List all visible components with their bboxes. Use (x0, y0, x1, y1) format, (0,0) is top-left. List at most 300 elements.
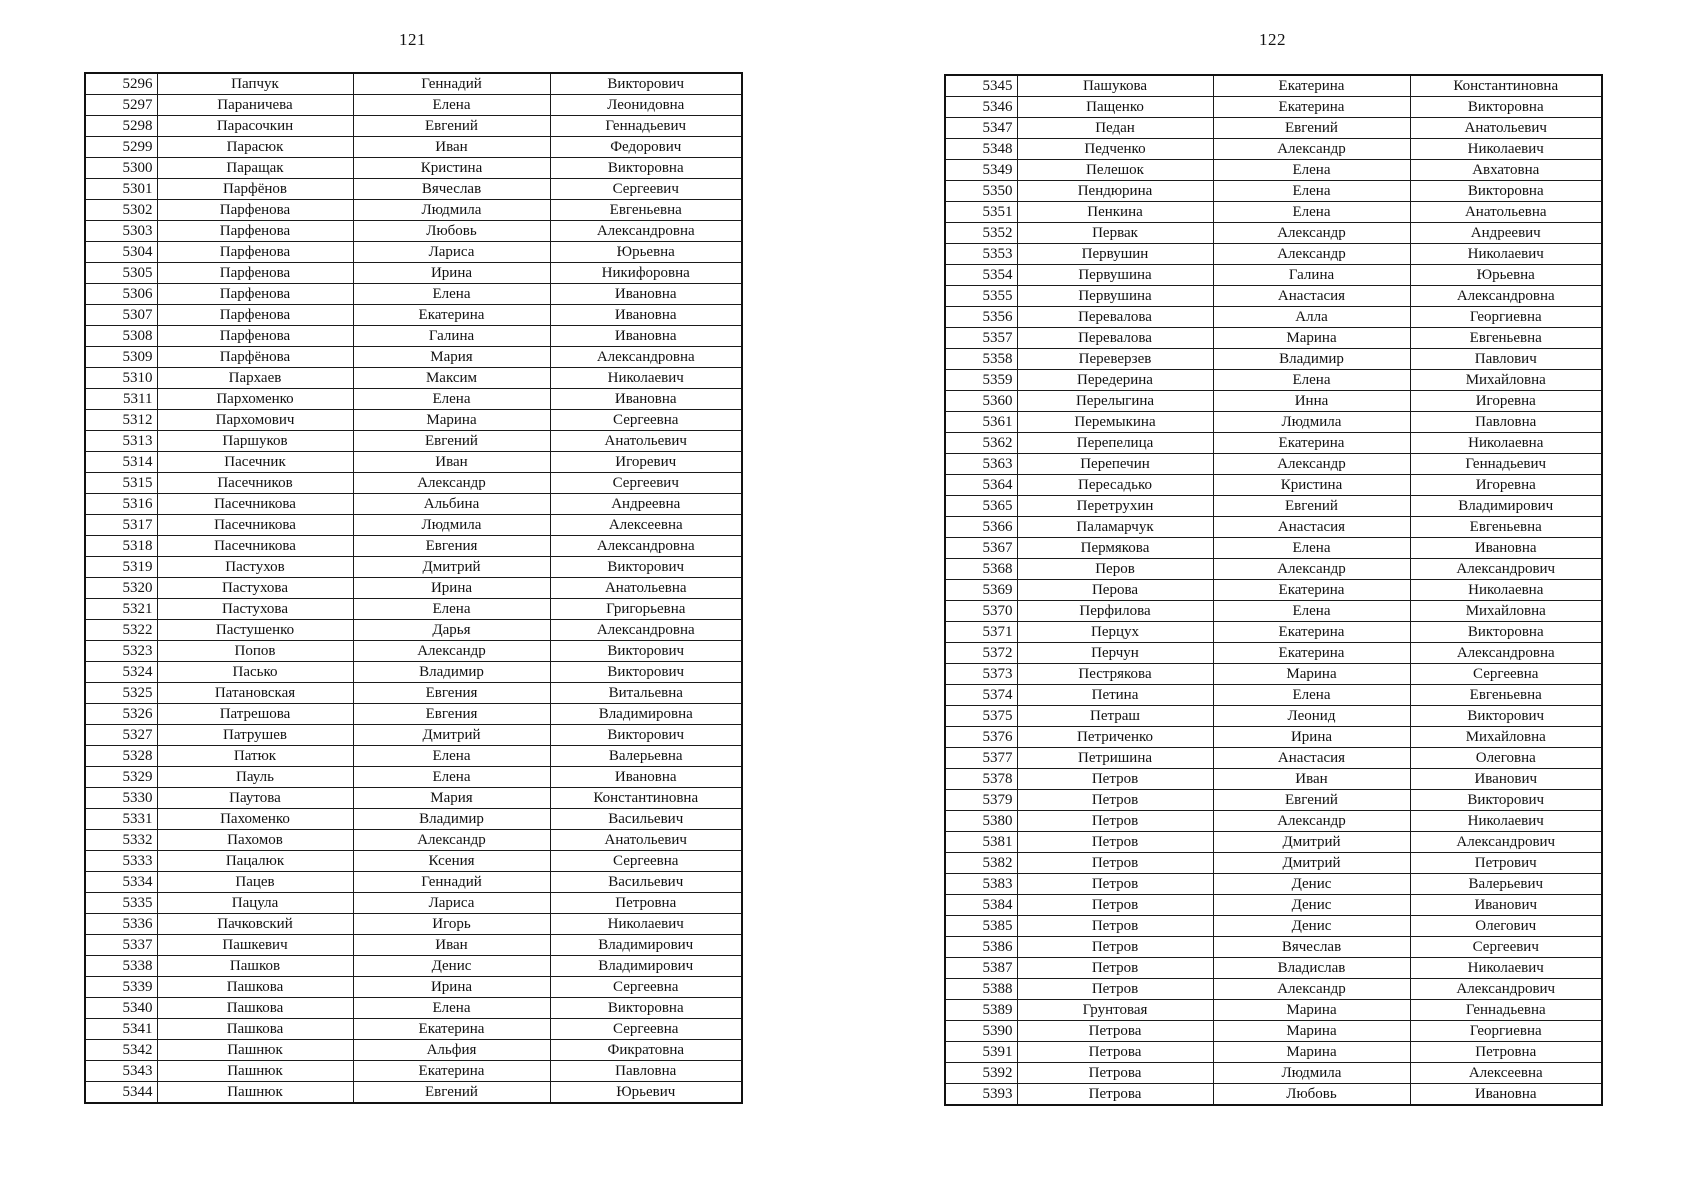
patronymic-cell: Петровна (1410, 1042, 1602, 1063)
surname-cell: Патюк (157, 746, 353, 767)
table-row (945, 391, 1602, 412)
first-name-cell: Марина (1213, 1021, 1410, 1042)
patronymic-cell: Олегович (1410, 916, 1602, 937)
row-number-cell: 5393 (945, 1084, 1017, 1106)
table-row (945, 1042, 1602, 1063)
surname-cell: Петров (1017, 979, 1213, 1000)
row-number-cell: 5352 (945, 223, 1017, 244)
row-number-cell: 5388 (945, 979, 1017, 1000)
row-number-cell: 5315 (85, 473, 157, 494)
row-number-cell: 5303 (85, 221, 157, 242)
row-number-cell: 5364 (945, 475, 1017, 496)
first-name-cell: Евгений (1213, 496, 1410, 517)
first-name-cell: Екатерина (1213, 75, 1410, 97)
patronymic-cell: Юрьевич (550, 1082, 742, 1104)
table-row (945, 181, 1602, 202)
surname-cell: Перова (1017, 580, 1213, 601)
row-number-cell: 5358 (945, 349, 1017, 370)
surname-cell: Паращак (157, 158, 353, 179)
surname-cell: Пастухова (157, 578, 353, 599)
surname-cell: Петров (1017, 853, 1213, 874)
first-name-cell: Елена (353, 95, 550, 116)
surname-cell: Педан (1017, 118, 1213, 139)
table-row (945, 160, 1602, 181)
first-name-cell: Марина (1213, 1042, 1410, 1063)
patronymic-cell: Ивановна (550, 284, 742, 305)
first-name-cell: Анастасия (1213, 286, 1410, 307)
table-row (85, 914, 742, 935)
first-name-cell: Екатерина (1213, 643, 1410, 664)
first-name-cell: Александр (353, 641, 550, 662)
surname-cell: Паршуков (157, 431, 353, 452)
patronymic-cell: Сергеевич (550, 179, 742, 200)
table-row (85, 242, 742, 263)
patronymic-cell: Ивановна (550, 389, 742, 410)
surname-cell: Петина (1017, 685, 1213, 706)
patronymic-cell: Викторович (1410, 790, 1602, 811)
table-row (85, 725, 742, 746)
patronymic-cell: Алексеевна (1410, 1063, 1602, 1084)
surname-cell: Пермякова (1017, 538, 1213, 559)
first-name-cell: Дмитрий (1213, 832, 1410, 853)
surname-cell: Пасько (157, 662, 353, 683)
first-name-cell: Альфия (353, 1040, 550, 1061)
table-row (85, 1082, 742, 1104)
patronymic-cell: Сергеевна (550, 977, 742, 998)
first-name-cell: Евгений (353, 1082, 550, 1104)
patronymic-cell: Игоревна (1410, 391, 1602, 412)
row-number-cell: 5301 (85, 179, 157, 200)
page-number: 122 (1259, 30, 1286, 49)
surname-cell: Первушин (1017, 244, 1213, 265)
table-row (945, 643, 1602, 664)
surname-cell: Петрова (1017, 1042, 1213, 1063)
row-number-cell: 5363 (945, 454, 1017, 475)
table-row (945, 1063, 1602, 1084)
surname-cell: Перцух (1017, 622, 1213, 643)
row-number-cell: 5360 (945, 391, 1017, 412)
surname-cell: Пашкова (157, 1019, 353, 1040)
surname-cell: Парфёнова (157, 347, 353, 368)
patronymic-cell: Андреевич (1410, 223, 1602, 244)
surname-cell: Петров (1017, 958, 1213, 979)
table-row (945, 244, 1602, 265)
table-row (945, 979, 1602, 1000)
patronymic-cell: Юрьевна (1410, 265, 1602, 286)
row-number-cell: 5337 (85, 935, 157, 956)
patronymic-cell: Анатольевна (550, 578, 742, 599)
first-name-cell: Людмила (353, 200, 550, 221)
table-row (85, 305, 742, 326)
table-row (85, 410, 742, 431)
table-row (85, 662, 742, 683)
surname-cell: Пашкова (157, 998, 353, 1019)
row-number-cell: 5389 (945, 1000, 1017, 1021)
patronymic-cell: Анатольевич (550, 830, 742, 851)
surname-cell: Петров (1017, 811, 1213, 832)
row-number-cell: 5349 (945, 160, 1017, 181)
row-number-cell: 5338 (85, 956, 157, 977)
row-number-cell: 5328 (85, 746, 157, 767)
surname-cell: Патрушев (157, 725, 353, 746)
table-row (85, 221, 742, 242)
surname-cell: Перелыгина (1017, 391, 1213, 412)
table-body (85, 73, 742, 1103)
row-number-cell: 5379 (945, 790, 1017, 811)
patronymic-cell: Фикратовна (550, 1040, 742, 1061)
row-number-cell: 5336 (85, 914, 157, 935)
row-number-cell: 5314 (85, 452, 157, 473)
patronymic-cell: Викторовна (550, 158, 742, 179)
surname-cell: Пацалюк (157, 851, 353, 872)
surname-cell: Грунтовая (1017, 1000, 1213, 1021)
table-row (85, 368, 742, 389)
table-row (945, 937, 1602, 958)
row-number-cell: 5377 (945, 748, 1017, 769)
patronymic-cell: Николаевич (1410, 958, 1602, 979)
names-table (84, 72, 743, 1104)
patronymic-cell: Владимирович (1410, 496, 1602, 517)
table-row (945, 139, 1602, 160)
row-number-cell: 5335 (85, 893, 157, 914)
surname-cell: Парфенова (157, 263, 353, 284)
first-name-cell: Любовь (1213, 1084, 1410, 1106)
first-name-cell: Людмила (353, 515, 550, 536)
first-name-cell: Александр (1213, 559, 1410, 580)
row-number-cell: 5317 (85, 515, 157, 536)
row-number-cell: 5361 (945, 412, 1017, 433)
row-number-cell: 5300 (85, 158, 157, 179)
first-name-cell: Елена (353, 746, 550, 767)
table-row (945, 118, 1602, 139)
row-number-cell: 5366 (945, 517, 1017, 538)
surname-cell: Первушина (1017, 265, 1213, 286)
row-number-cell: 5297 (85, 95, 157, 116)
surname-cell: Пендюрина (1017, 181, 1213, 202)
first-name-cell: Екатерина (1213, 622, 1410, 643)
first-name-cell: Геннадий (353, 872, 550, 893)
table-row (85, 515, 742, 536)
table-row (85, 830, 742, 851)
first-name-cell: Вячеслав (1213, 937, 1410, 958)
patronymic-cell: Ивановна (1410, 1084, 1602, 1106)
surname-cell: Пашнюк (157, 1061, 353, 1082)
row-number-cell: 5382 (945, 853, 1017, 874)
surname-cell: Петраш (1017, 706, 1213, 727)
patronymic-cell: Константиновна (1410, 75, 1602, 97)
surname-cell: Пасечников (157, 473, 353, 494)
first-name-cell: Александр (353, 830, 550, 851)
row-number-cell: 5392 (945, 1063, 1017, 1084)
table-row (945, 286, 1602, 307)
table-row (945, 853, 1602, 874)
first-name-cell: Марина (1213, 328, 1410, 349)
patronymic-cell: Александровна (550, 221, 742, 242)
patronymic-cell: Геннадьевич (1410, 454, 1602, 475)
surname-cell: Пестрякова (1017, 664, 1213, 685)
table-row (85, 158, 742, 179)
first-name-cell: Игорь (353, 914, 550, 935)
first-name-cell: Екатерина (1213, 97, 1410, 118)
patronymic-cell: Евгеньевна (1410, 685, 1602, 706)
table-row (85, 200, 742, 221)
row-number-cell: 5325 (85, 683, 157, 704)
table-body (945, 75, 1602, 1105)
table-row (85, 893, 742, 914)
table-row (945, 916, 1602, 937)
first-name-cell: Иван (1213, 769, 1410, 790)
row-number-cell: 5318 (85, 536, 157, 557)
first-name-cell: Елена (1213, 685, 1410, 706)
surname-cell: Перемыкина (1017, 412, 1213, 433)
surname-cell: Петров (1017, 937, 1213, 958)
table-row (85, 116, 742, 137)
row-number-cell: 5370 (945, 601, 1017, 622)
patronymic-cell: Александрович (1410, 832, 1602, 853)
row-number-cell: 5375 (945, 706, 1017, 727)
surname-cell: Петрова (1017, 1063, 1213, 1084)
row-number-cell: 5322 (85, 620, 157, 641)
table-row (945, 1021, 1602, 1042)
first-name-cell: Евгения (353, 536, 550, 557)
row-number-cell: 5344 (85, 1082, 157, 1104)
first-name-cell: Владимир (1213, 349, 1410, 370)
surname-cell: Парфенова (157, 221, 353, 242)
first-name-cell: Евгения (353, 704, 550, 725)
first-name-cell: Елена (1213, 538, 1410, 559)
first-name-cell: Мария (353, 347, 550, 368)
patronymic-cell: Игоревич (550, 452, 742, 473)
first-name-cell: Марина (1213, 1000, 1410, 1021)
table-row (945, 748, 1602, 769)
patronymic-cell: Ивановна (550, 305, 742, 326)
row-number-cell: 5330 (85, 788, 157, 809)
row-number-cell: 5355 (945, 286, 1017, 307)
patronymic-cell: Александровна (550, 536, 742, 557)
patronymic-cell: Михайловна (1410, 370, 1602, 391)
patronymic-cell: Павловна (1410, 412, 1602, 433)
surname-cell: Пархаев (157, 368, 353, 389)
row-number-cell: 5383 (945, 874, 1017, 895)
table-row (85, 977, 742, 998)
patronymic-cell: Анатольевич (550, 431, 742, 452)
patronymic-cell: Леонидовна (550, 95, 742, 116)
table-row (85, 326, 742, 347)
row-number-cell: 5353 (945, 244, 1017, 265)
first-name-cell: Людмила (1213, 412, 1410, 433)
surname-cell: Перевалова (1017, 328, 1213, 349)
first-name-cell: Лариса (353, 242, 550, 263)
row-number-cell: 5345 (945, 75, 1017, 97)
patronymic-cell: Андреевна (550, 494, 742, 515)
table-row (945, 832, 1602, 853)
row-number-cell: 5381 (945, 832, 1017, 853)
table-row (85, 683, 742, 704)
patronymic-cell: Викторовна (1410, 97, 1602, 118)
row-number-cell: 5319 (85, 557, 157, 578)
row-number-cell: 5343 (85, 1061, 157, 1082)
surname-cell: Передерина (1017, 370, 1213, 391)
surname-cell: Перепечин (1017, 454, 1213, 475)
patronymic-cell: Викторович (550, 73, 742, 95)
first-name-cell: Лариса (353, 893, 550, 914)
surname-cell: Пасечникова (157, 515, 353, 536)
table-row (85, 494, 742, 515)
first-name-cell: Иван (353, 935, 550, 956)
first-name-cell: Денис (353, 956, 550, 977)
table-row (945, 1000, 1602, 1021)
patronymic-cell: Юрьевна (550, 242, 742, 263)
row-number-cell: 5354 (945, 265, 1017, 286)
row-number-cell: 5340 (85, 998, 157, 1019)
first-name-cell: Елена (1213, 370, 1410, 391)
patronymic-cell: Викторовна (1410, 622, 1602, 643)
row-number-cell: 5376 (945, 727, 1017, 748)
table-row (945, 538, 1602, 559)
surname-cell: Пастушенко (157, 620, 353, 641)
row-number-cell: 5351 (945, 202, 1017, 223)
row-number-cell: 5380 (945, 811, 1017, 832)
row-number-cell: 5391 (945, 1042, 1017, 1063)
first-name-cell: Ирина (353, 977, 550, 998)
patronymic-cell: Александровна (1410, 286, 1602, 307)
table-row (85, 536, 742, 557)
row-number-cell: 5310 (85, 368, 157, 389)
patronymic-cell: Петровна (550, 893, 742, 914)
first-name-cell: Александр (1213, 454, 1410, 475)
patronymic-cell: Васильевич (550, 872, 742, 893)
table-row (85, 956, 742, 977)
patronymic-cell: Владимирович (550, 935, 742, 956)
patronymic-cell: Павлович (1410, 349, 1602, 370)
surname-cell: Петрова (1017, 1021, 1213, 1042)
surname-cell: Петров (1017, 874, 1213, 895)
first-name-cell: Елена (353, 599, 550, 620)
patronymic-cell: Ивановна (550, 326, 742, 347)
patronymic-cell: Михайловна (1410, 601, 1602, 622)
patronymic-cell: Викторовна (1410, 181, 1602, 202)
surname-cell: Пашукова (1017, 75, 1213, 97)
patronymic-cell: Алексеевна (550, 515, 742, 536)
row-number-cell: 5346 (945, 97, 1017, 118)
row-number-cell: 5356 (945, 307, 1017, 328)
table-row (85, 641, 742, 662)
table-row (945, 412, 1602, 433)
row-number-cell: 5320 (85, 578, 157, 599)
table-row (85, 452, 742, 473)
first-name-cell: Мария (353, 788, 550, 809)
row-number-cell: 5341 (85, 1019, 157, 1040)
first-name-cell: Евгения (353, 683, 550, 704)
surname-cell: Петришина (1017, 748, 1213, 769)
table-row (85, 263, 742, 284)
page-number: 121 (399, 30, 426, 49)
surname-cell: Петрова (1017, 1084, 1213, 1106)
patronymic-cell: Александровна (550, 620, 742, 641)
table-row (945, 328, 1602, 349)
first-name-cell: Марина (1213, 664, 1410, 685)
first-name-cell: Елена (353, 998, 550, 1019)
surname-cell: Пенкина (1017, 202, 1213, 223)
first-name-cell: Галина (353, 326, 550, 347)
table-row (945, 75, 1602, 97)
first-name-cell: Вячеслав (353, 179, 550, 200)
first-name-cell: Евгений (353, 116, 550, 137)
first-name-cell: Дмитрий (1213, 853, 1410, 874)
row-number-cell: 5327 (85, 725, 157, 746)
surname-cell: Петров (1017, 769, 1213, 790)
table-row (945, 370, 1602, 391)
row-number-cell: 5372 (945, 643, 1017, 664)
patronymic-cell: Георгиевна (1410, 1021, 1602, 1042)
first-name-cell: Леонид (1213, 706, 1410, 727)
patronymic-cell: Валерьевич (1410, 874, 1602, 895)
patronymic-cell: Анатольевич (1410, 118, 1602, 139)
surname-cell: Пархомович (157, 410, 353, 431)
surname-cell: Парфёнов (157, 179, 353, 200)
patronymic-cell: Георгиевна (1410, 307, 1602, 328)
patronymic-cell: Павловна (550, 1061, 742, 1082)
patronymic-cell: Николаевич (1410, 811, 1602, 832)
first-name-cell: Людмила (1213, 1063, 1410, 1084)
row-number-cell: 5362 (945, 433, 1017, 454)
surname-cell: Пашнюк (157, 1040, 353, 1061)
surname-cell: Петров (1017, 832, 1213, 853)
first-name-cell: Ирина (353, 578, 550, 599)
row-number-cell: 5305 (85, 263, 157, 284)
table-row (945, 496, 1602, 517)
surname-cell: Пахомов (157, 830, 353, 851)
table-row (85, 851, 742, 872)
surname-cell: Парасюк (157, 137, 353, 158)
surname-cell: Перевалова (1017, 307, 1213, 328)
table-row (945, 97, 1602, 118)
first-name-cell: Александр (1213, 811, 1410, 832)
row-number-cell: 5390 (945, 1021, 1017, 1042)
surname-cell: Парфенова (157, 326, 353, 347)
patronymic-cell: Викторович (1410, 706, 1602, 727)
surname-cell: Пауль (157, 767, 353, 788)
row-number-cell: 5296 (85, 73, 157, 95)
row-number-cell: 5308 (85, 326, 157, 347)
table-row (945, 580, 1602, 601)
surname-cell: Пелешок (1017, 160, 1213, 181)
patronymic-cell: Сергеевич (550, 473, 742, 494)
surname-cell: Первак (1017, 223, 1213, 244)
first-name-cell: Дарья (353, 620, 550, 641)
patronymic-cell: Никифоровна (550, 263, 742, 284)
first-name-cell: Владислав (1213, 958, 1410, 979)
surname-cell: Патановская (157, 683, 353, 704)
row-number-cell: 5365 (945, 496, 1017, 517)
table-row (945, 265, 1602, 286)
names-table (944, 74, 1603, 1106)
table-row (85, 809, 742, 830)
surname-cell: Паламарчук (1017, 517, 1213, 538)
first-name-cell: Денис (1213, 916, 1410, 937)
first-name-cell: Владимир (353, 809, 550, 830)
table-row (85, 1019, 742, 1040)
surname-cell: Пастухов (157, 557, 353, 578)
patronymic-cell: Николаевна (1410, 433, 1602, 454)
patronymic-cell: Александровна (550, 347, 742, 368)
row-number-cell: 5311 (85, 389, 157, 410)
table-row (945, 475, 1602, 496)
first-name-cell: Евгений (1213, 118, 1410, 139)
table-row (945, 1084, 1602, 1106)
first-name-cell: Кристина (353, 158, 550, 179)
patronymic-cell: Геннадьевич (550, 116, 742, 137)
